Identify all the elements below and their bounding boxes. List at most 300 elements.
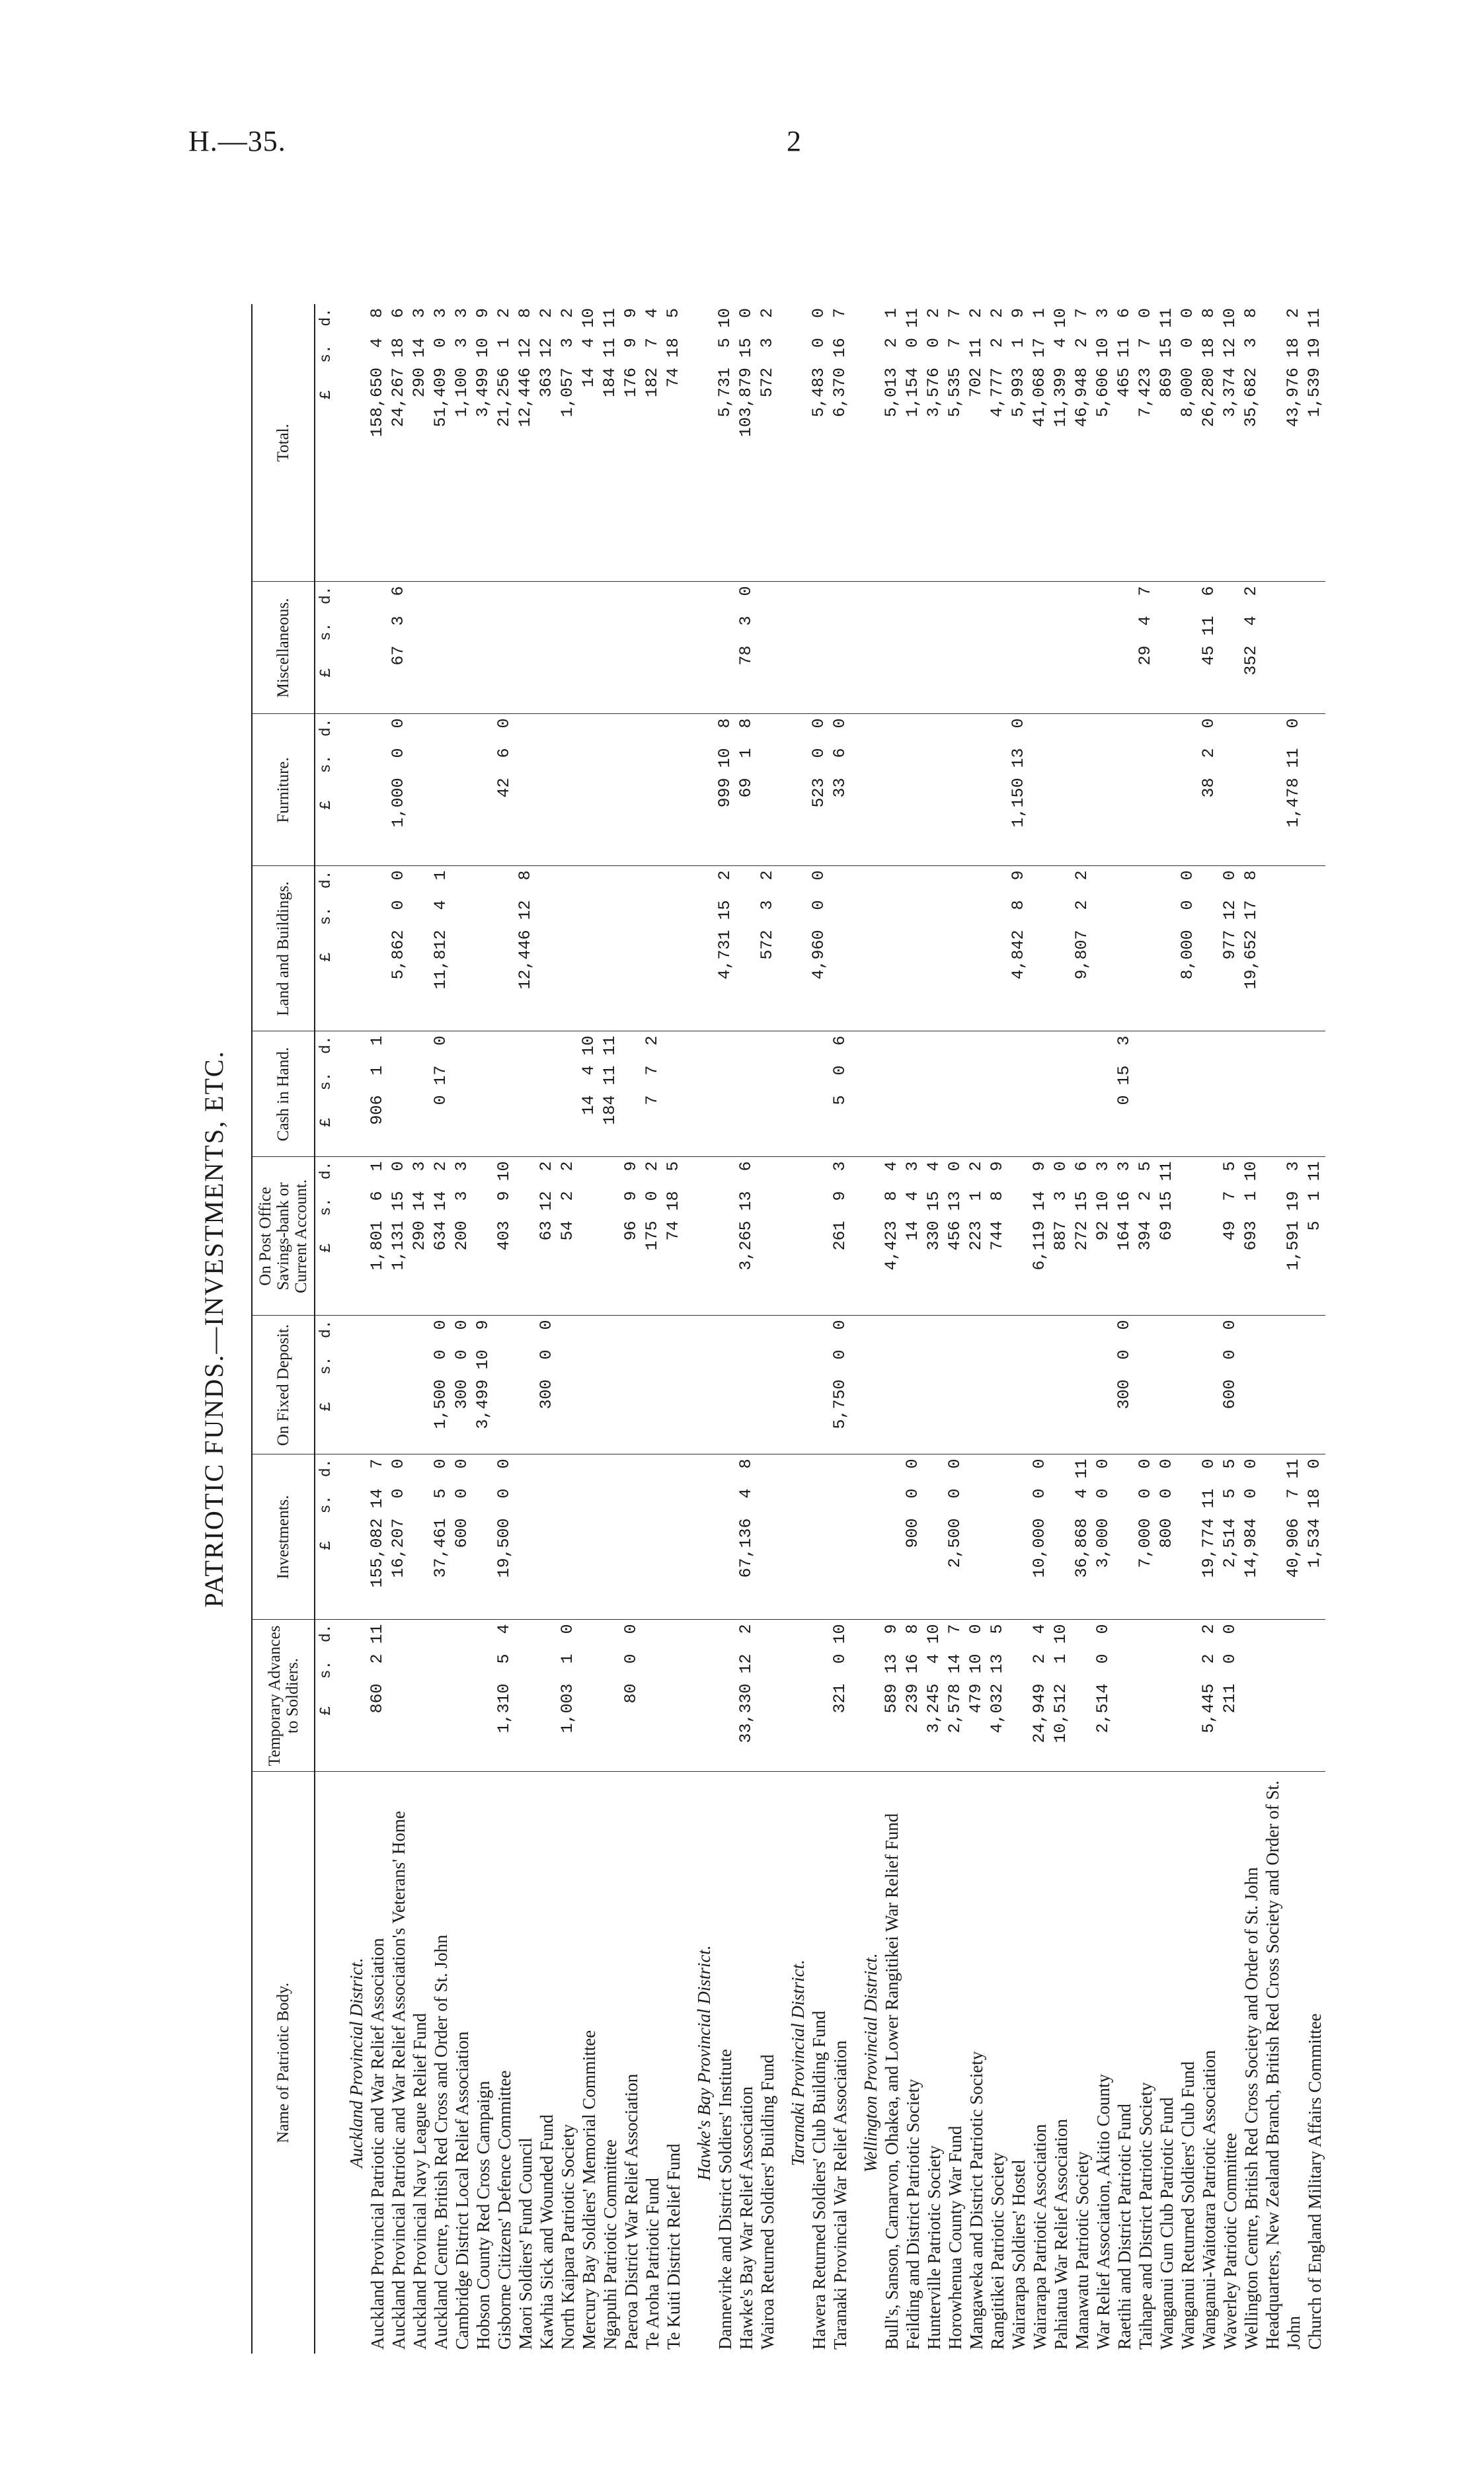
amount-cell: 1,150 13 0 [1008,714,1029,866]
section-spacer [336,1316,367,1454]
amount-cell [1262,866,1304,1031]
amount-cell [902,1316,923,1454]
amount-cell [1304,582,1325,714]
amount-cell: 300 0 0 [536,1316,557,1454]
units-row [315,304,336,2354]
amount-cell [451,714,473,866]
amount-cell: 63 12 2 [536,1157,557,1316]
section-spacer [778,866,808,1031]
amount-cell: 3,000 0 0 [1093,1454,1114,1620]
amount-cell [1220,582,1241,714]
amount-cell [367,1316,388,1454]
amount-cell [1050,866,1072,1031]
table-row [715,304,736,2354]
amount-cell [902,714,923,866]
section-spacer [336,1031,367,1157]
table-row [1177,304,1198,2354]
amount-cell [736,1316,757,1454]
amount-cell [923,582,945,714]
amount-cell [715,582,736,714]
amount-cell: 158,650 4 8 [367,304,388,582]
amount-cell [923,1031,945,1157]
amount-cell: 78 3 0 [736,582,757,714]
amount-cell [1135,866,1156,1031]
amount-cell [1029,714,1050,866]
table-row [1072,304,1093,2354]
body-name: Mangaweka and District Patriotic Society [966,2051,986,2350]
amount-cell [430,1620,451,1772]
amount-cell: 11,399 4 10 [1050,304,1072,582]
col-header-furniture: Furniture. [252,714,315,866]
amount-cell [1198,866,1220,1031]
amount-cell [715,1157,736,1316]
section-spacer [684,1316,715,1454]
amount-cell [923,866,945,1031]
amount-cell [600,582,621,714]
amount-cell: 300 0 0 [451,1316,473,1454]
amount-cell [600,1620,621,1772]
section-spacer [851,1316,881,1454]
body-name: Wanganui Gun Club Patriotic Fund [1157,2097,1177,2350]
amount-cell: 184 11 11 [600,304,621,582]
section-spacer [851,1620,881,1772]
section-heading: Auckland Provincial District. [346,1958,366,2169]
amount-cell: 5,606 10 3 [1093,304,1114,582]
section-spacer [778,1157,808,1316]
amount-cell [1241,1031,1262,1157]
body-name: War Relief Association, Akitio County [1093,2073,1113,2350]
amount-cell [1262,1620,1304,1772]
section-spacer [684,582,715,714]
section-heading: Hawke's Bay Provincial District. [694,1945,714,2181]
amount-cell: 7,000 0 0 [1135,1454,1156,1620]
amount-cell [578,714,600,866]
amount-cell: 211 0 0 [1220,1620,1241,1772]
amount-cell [1156,1031,1177,1157]
amount-cell: 352 4 2 [1241,582,1262,714]
amount-cell: 223 1 2 [966,1157,987,1316]
amount-cell: 24,949 2 4 [1029,1620,1050,1772]
body-name: Paeroa District War Relief Association [621,2073,641,2350]
amount-cell: 41,068 17 1 [1029,304,1050,582]
amount-cell [1072,582,1093,714]
amount-cell [367,866,388,1031]
table-row [923,304,945,2354]
amount-cell [451,1031,473,1157]
amount-cell [642,714,663,866]
table-row [515,304,536,2354]
amount-cell: 363 12 2 [536,304,557,582]
amount-cell [600,866,621,1031]
table-title: PATRIOTIC FUNDS.—INVESTMENTS, ETC. [199,1050,229,1608]
table-row [388,304,409,2354]
amount-cell [1156,1620,1177,1772]
amount-cell: 800 0 0 [1156,1454,1177,1620]
amount-cell [757,1454,778,1620]
col-header-land: Land and Buildings. [252,866,315,1031]
amount-cell: 3,576 0 2 [923,304,945,582]
col-header-post-office: On Post Office Savings-bank or Current Account. [252,1157,315,1316]
page-number: 2 [787,125,801,157]
amount-cell: 5,535 7 7 [945,304,966,582]
amount-cell [1072,1316,1093,1454]
amount-cell [1029,866,1050,1031]
col-header-investments: Investments. [252,1454,315,1620]
amount-cell [536,1031,557,1157]
amount-cell [808,1454,830,1620]
amount-cell: 2,578 14 7 [945,1620,966,1772]
amount-cell [494,866,515,1031]
amount-cell: 290 14 3 [409,1157,430,1316]
amount-cell [409,1031,430,1157]
amount-cell [945,714,966,866]
amount-cell [621,866,642,1031]
amount-cell [881,714,902,866]
amount-cell [621,1031,642,1157]
amount-cell [494,582,515,714]
amount-cell [757,714,778,866]
amount-cell: 155,082 14 7 [367,1454,388,1620]
section-spacer [336,582,367,714]
amount-cell: 523 0 0 [808,714,830,866]
amount-cell [557,1454,578,1620]
amount-cell: 33 6 0 [830,714,851,866]
amount-cell: 479 10 0 [966,1620,987,1772]
body-name: Hawke's Bay War Relief Association [736,2086,756,2350]
body-name: Ngapuhi Patriotic Committee [600,2139,620,2350]
amount-cell: 1,591 19 3 [1262,1157,1304,1316]
units-blank [315,1772,336,2354]
amount-cell: 2,500 0 0 [945,1454,966,1620]
table-row [663,304,684,2354]
amount-cell: 693 1 10 [1241,1157,1262,1316]
table-row [600,304,621,2354]
amount-cell: 176 9 9 [621,304,642,582]
amount-cell [621,1316,642,1454]
amount-cell [515,1157,536,1316]
body-name: Feilding and District Patriotic Society [903,2079,923,2350]
amount-cell: 330 15 4 [923,1157,945,1316]
amount-cell [736,866,757,1031]
amount-cell: 29 4 7 [1135,582,1156,714]
amount-cell: 45 11 6 [1198,582,1220,714]
amount-cell [1177,1157,1198,1316]
amount-cell [557,866,578,1031]
units-cell: £ s. d. [315,1031,336,1157]
amount-cell: 999 10 8 [715,714,736,866]
amount-cell [1198,1316,1220,1454]
body-name: Wellington Centre, British Red Cross Society and Order of St. John [1241,1867,1261,2350]
amount-cell: 1,100 3 3 [451,304,473,582]
amount-cell [736,1031,757,1157]
section-spacer [336,866,367,1031]
col-header-total: Total. [252,304,315,582]
body-name: Horowhenua County War Fund [945,2126,965,2350]
amount-cell: 0 17 0 [430,1031,451,1157]
body-name: Raetihi and District Patriotic Fund [1114,2104,1134,2350]
section-heading-row [778,304,808,2354]
amount-cell [945,866,966,1031]
amount-cell: 51,409 0 3 [430,304,451,582]
section-spacer [851,1454,881,1620]
amount-cell: 12,446 12 8 [515,304,536,582]
units-cell: £ s. d. [315,1454,336,1620]
section-spacer [778,1316,808,1454]
amount-cell [1241,1316,1262,1454]
amount-cell: 5 0 6 [830,1031,851,1157]
body-name: Auckland Provincial Patriotic and War Relief Association [368,1938,387,2350]
amount-cell: 175 0 2 [642,1157,663,1316]
amount-cell [1220,1031,1241,1157]
amount-cell [1177,714,1198,866]
table-row [1220,304,1241,2354]
column-header-row [252,304,315,2354]
table-body [315,304,1325,2354]
section-spacer [684,1620,715,1772]
amount-cell: 24,267 18 6 [388,304,409,582]
amount-cell: 19,500 0 0 [494,1454,515,1620]
amount-cell [600,714,621,866]
amount-cell [1114,1620,1135,1772]
table-row [1241,304,1262,2354]
amount-cell: 744 8 9 [987,1157,1008,1316]
amount-cell [1156,1316,1177,1454]
amount-cell: 96 9 9 [621,1157,642,1316]
units-cell: £ s. d. [315,1620,336,1772]
amount-cell: 12,446 12 8 [515,866,536,1031]
amount-cell: 456 13 0 [945,1157,966,1316]
amount-cell [621,1454,642,1620]
table-row [1029,304,1050,2354]
amount-cell [830,866,851,1031]
amount-cell [945,1316,966,1454]
amount-cell: 14,984 0 0 [1241,1454,1262,1620]
amount-cell [557,582,578,714]
amount-cell: 9,807 2 2 [1072,866,1093,1031]
amount-cell: 1,534 18 0 [1304,1454,1325,1620]
amount-cell [757,1316,778,1454]
amount-cell [1198,1157,1220,1316]
amount-cell [388,1316,409,1454]
amount-cell [642,1316,663,1454]
amount-cell [715,1031,736,1157]
table-row [1114,304,1135,2354]
amount-cell: 14 4 3 [902,1157,923,1316]
amount-cell [663,1031,684,1157]
amount-cell [1156,714,1177,866]
amount-cell [600,1157,621,1316]
table-row [808,304,830,2354]
amount-cell: 43,976 18 2 [1262,304,1304,582]
amount-cell: 860 2 11 [367,1620,388,1772]
amount-cell: 403 9 10 [494,1157,515,1316]
amount-cell: 5,862 0 0 [388,866,409,1031]
amount-cell [715,1620,736,1772]
amount-cell [663,714,684,866]
amount-cell [1241,1620,1262,1772]
amount-cell: 977 12 0 [1220,866,1241,1031]
amount-cell [1114,866,1135,1031]
amount-cell [987,582,1008,714]
amount-cell: 3,374 12 10 [1220,304,1241,582]
amount-cell: 8,000 0 0 [1177,866,1198,1031]
amount-cell: 272 15 6 [1072,1157,1093,1316]
body-name: Wanganui-Waitotara Patriotic Association [1199,2050,1219,2350]
section-spacer [778,304,808,582]
amount-cell [663,1316,684,1454]
amount-cell [578,1316,600,1454]
body-name: Taihape and District Patriotic Society [1136,2082,1155,2350]
amount-cell [451,866,473,1031]
section-spacer [336,1620,367,1772]
page-reference: H.—35. [188,125,286,157]
amount-cell: 7 7 2 [642,1031,663,1157]
amount-cell [1304,866,1325,1031]
amount-cell [663,1620,684,1772]
amount-cell [945,1031,966,1157]
body-name: Maori Soldiers' Fund Council [516,2137,535,2350]
amount-cell: 1,057 3 2 [557,304,578,582]
amount-cell [473,1031,494,1157]
amount-cell: 261 9 3 [830,1157,851,1316]
body-name: Te Aroha Patriotic Fund [643,2178,662,2350]
amount-cell [1008,1620,1029,1772]
table-row [1304,304,1325,2354]
amount-cell: 54 2 2 [557,1157,578,1316]
amount-cell: 92 10 3 [1093,1157,1114,1316]
amount-cell: 7,423 7 0 [1135,304,1156,582]
amount-cell [1135,1316,1156,1454]
amount-cell: 1,003 1 0 [557,1620,578,1772]
amount-cell: 74 18 5 [663,304,684,582]
table-row [1093,304,1114,2354]
amount-cell [1008,1316,1029,1454]
amount-cell [409,1316,430,1454]
amount-cell [515,1620,536,1772]
units-cell: £ s. d. [315,582,336,714]
amount-cell [1008,1031,1029,1157]
amount-cell: 1,000 0 0 [388,714,409,866]
body-name: Headquarters, New Zealand Branch, British Red Cross Society and Order of St. John [1263,1780,1304,2350]
amount-cell: 572 3 2 [757,866,778,1031]
amount-cell [1177,1316,1198,1454]
table-row [1198,304,1220,2354]
amount-cell [494,1316,515,1454]
amount-cell: 38 2 0 [1198,714,1220,866]
amount-cell [808,1316,830,1454]
section-spacer [851,582,881,714]
amount-cell [1050,582,1072,714]
amount-cell [515,1316,536,1454]
table-row [642,304,663,2354]
section-spacer [684,866,715,1031]
amount-cell [473,582,494,714]
amount-cell [367,582,388,714]
amount-cell [557,714,578,866]
section-heading-row [336,304,367,2354]
amount-cell [536,866,557,1031]
amount-cell: 4,777 2 2 [987,304,1008,582]
amount-cell: 10,000 0 0 [1029,1454,1050,1620]
table-row [1262,304,1304,2354]
amount-cell [536,1454,557,1620]
amount-cell [1156,582,1177,714]
amount-cell [663,1454,684,1620]
amount-cell [966,714,987,866]
amount-cell: 2,514 0 0 [1093,1620,1114,1772]
amount-cell [388,1620,409,1772]
amount-cell [1093,714,1114,866]
table-row [451,304,473,2354]
amount-cell: 103,879 15 0 [736,304,757,582]
amount-cell [987,1454,1008,1620]
section-heading: Taranaki Provincial District. [788,1960,808,2167]
amount-cell [881,1031,902,1157]
amount-cell [902,1031,923,1157]
body-name: Waverley Patriotic Committee [1220,2133,1240,2350]
amount-cell: 3,499 10 9 [473,304,494,582]
table-row [430,304,451,2354]
amount-cell [987,866,1008,1031]
amount-cell [578,582,600,714]
amount-cell: 164 16 3 [1114,1157,1135,1316]
amount-cell [1050,1031,1072,1157]
amount-cell: 300 0 0 [1114,1316,1135,1454]
amount-cell: 4,960 0 0 [808,866,830,1031]
amount-cell [1262,1031,1304,1157]
amount-cell [600,1316,621,1454]
table-row [830,304,851,2354]
section-spacer [851,304,881,582]
amount-cell: 4,842 8 9 [1008,866,1029,1031]
section-spacer [684,1454,715,1620]
amount-cell [881,866,902,1031]
section-spacer [336,1157,367,1316]
amount-cell: 74 18 5 [663,1157,684,1316]
amount-cell: 1,154 0 11 [902,304,923,582]
amount-cell [663,582,684,714]
amount-cell [621,714,642,866]
amount-cell: 37,461 5 0 [430,1454,451,1620]
amount-cell: 35,682 3 8 [1241,304,1262,582]
amount-cell: 4,423 8 4 [881,1157,902,1316]
amount-cell: 6,119 14 9 [1029,1157,1050,1316]
table-row [1135,304,1156,2354]
amount-cell: 634 14 2 [430,1157,451,1316]
amount-cell [966,1316,987,1454]
amount-cell [1220,714,1241,866]
col-header-cash: Cash in Hand. [252,1031,315,1157]
amount-cell: 465 11 6 [1114,304,1135,582]
body-name: North Kaipara Patriotic Society [558,2124,578,2350]
body-name: Auckland Provincial Patriotic and War Relief Association's Veterans' Home [389,1811,409,2350]
amount-cell: 6,370 16 7 [830,304,851,582]
body-name: Gisborne Citizens' Defence Committee [494,2070,514,2350]
amount-cell: 900 0 0 [902,1454,923,1620]
amount-cell [757,1620,778,1772]
amount-cell: 14 4 10 [578,1031,600,1157]
amount-cell [367,714,388,866]
amount-cell: 5,731 5 10 [715,304,736,582]
amount-cell [808,1620,830,1772]
amount-cell [409,582,430,714]
amount-cell: 1,310 5 4 [494,1620,515,1772]
amount-cell [715,1316,736,1454]
table-row [902,304,923,2354]
amount-cell [1029,1316,1050,1454]
table-row [966,304,987,2354]
col-header-name: Name of Patriotic Body. [252,1772,315,2354]
